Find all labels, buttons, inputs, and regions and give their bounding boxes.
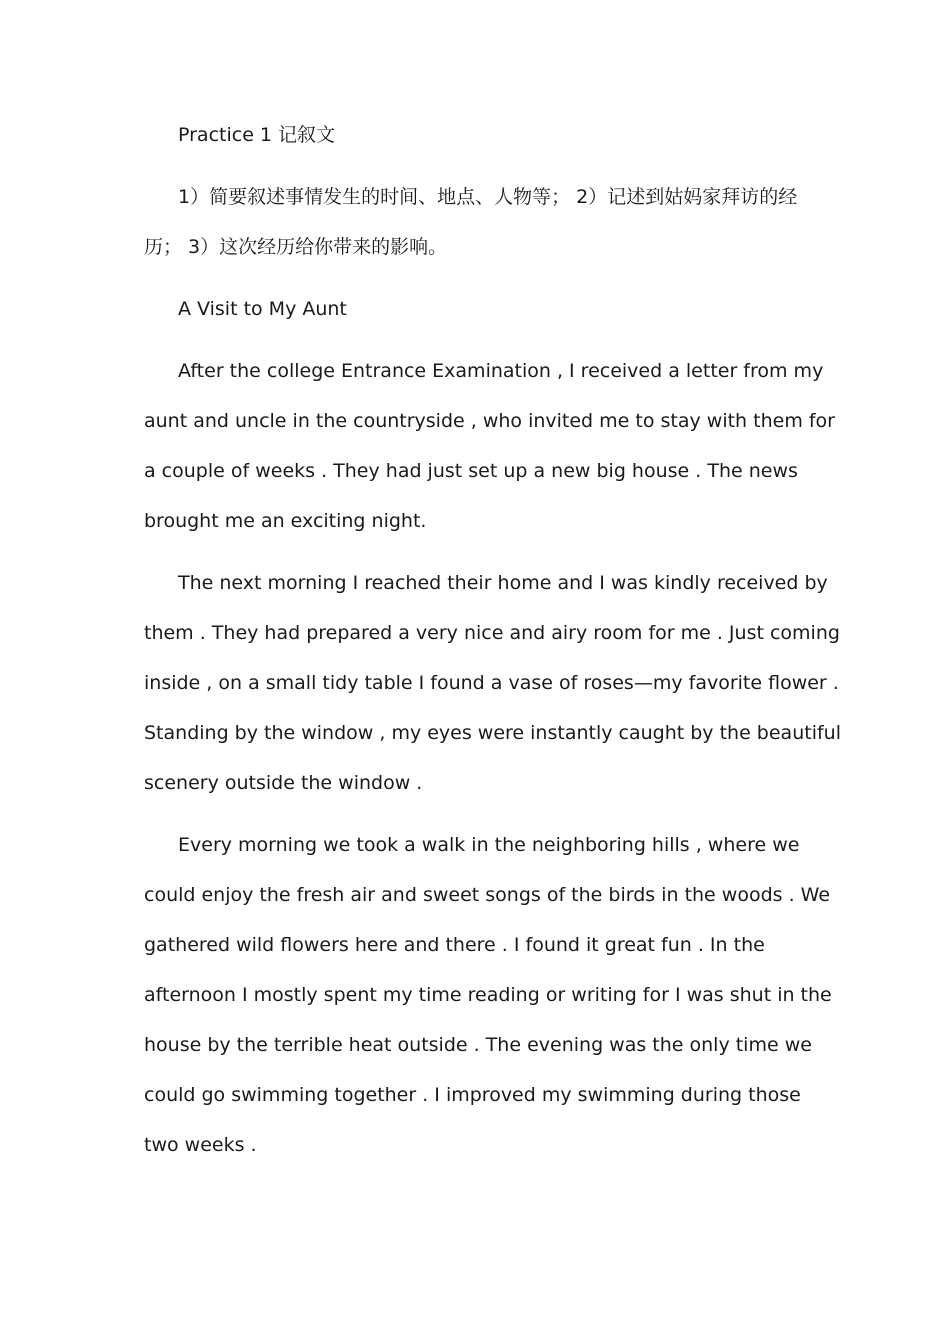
text-line: them . They had prepared a very nice and airy room for me . Just coming (144, 622, 840, 644)
text-line: two weeks . (144, 1134, 257, 1156)
text-line: a couple of weeks . They had just set up a new big house . The news (144, 460, 798, 482)
essay-paragraph-2 (144, 558, 841, 808)
text-line: The next morning I reached their home and I was kindly received by (178, 572, 828, 594)
essay-paragraph-3 (144, 820, 832, 1170)
practice-heading (144, 110, 812, 160)
essay-title (144, 284, 812, 334)
text-line: gathered wild flowers here and there . I found it great fun . In the (144, 934, 765, 956)
essay-title-text: A Visit to My Aunt (178, 298, 347, 320)
text-line: afternoon I mostly spent my time reading or writing for I was shut in the (144, 984, 832, 1006)
text-line: could go swimming together . I improved my swimming during those (144, 1084, 801, 1106)
essay-paragraph-1 (144, 346, 835, 546)
instruction-line: 历； 3）这次经历给你带来的影响。 (144, 236, 448, 258)
text-line: scenery outside the window . (144, 772, 423, 794)
document-body (144, 110, 841, 1182)
instructions-paragraph (144, 172, 812, 272)
text-line: After the college Entrance Examination , I received a letter from my (178, 360, 824, 382)
text-line: inside , on a small tidy table I found a vase of roses—my favorite flower . (144, 672, 839, 694)
text-line: could enjoy the fresh air and sweet songs of the birds in the woods . We (144, 884, 831, 906)
heading-line: Practice 1 记叙文 (178, 124, 336, 146)
text-line: aunt and uncle in the countryside , who invited me to stay with them for (144, 410, 835, 432)
text-line: brought me an exciting night. (144, 510, 427, 532)
text-line: Standing by the window , my eyes were instantly caught by the beautiful (144, 722, 841, 744)
instruction-line: 1）简要叙述事情发生的时间、地点、人物等； 2）记述到姑妈家拜访的经 (178, 186, 798, 208)
text-line: house by the terrible heat outside . The evening was the only time we (144, 1034, 812, 1056)
text-line: Every morning we took a walk in the neighboring hills , where we (178, 834, 800, 856)
